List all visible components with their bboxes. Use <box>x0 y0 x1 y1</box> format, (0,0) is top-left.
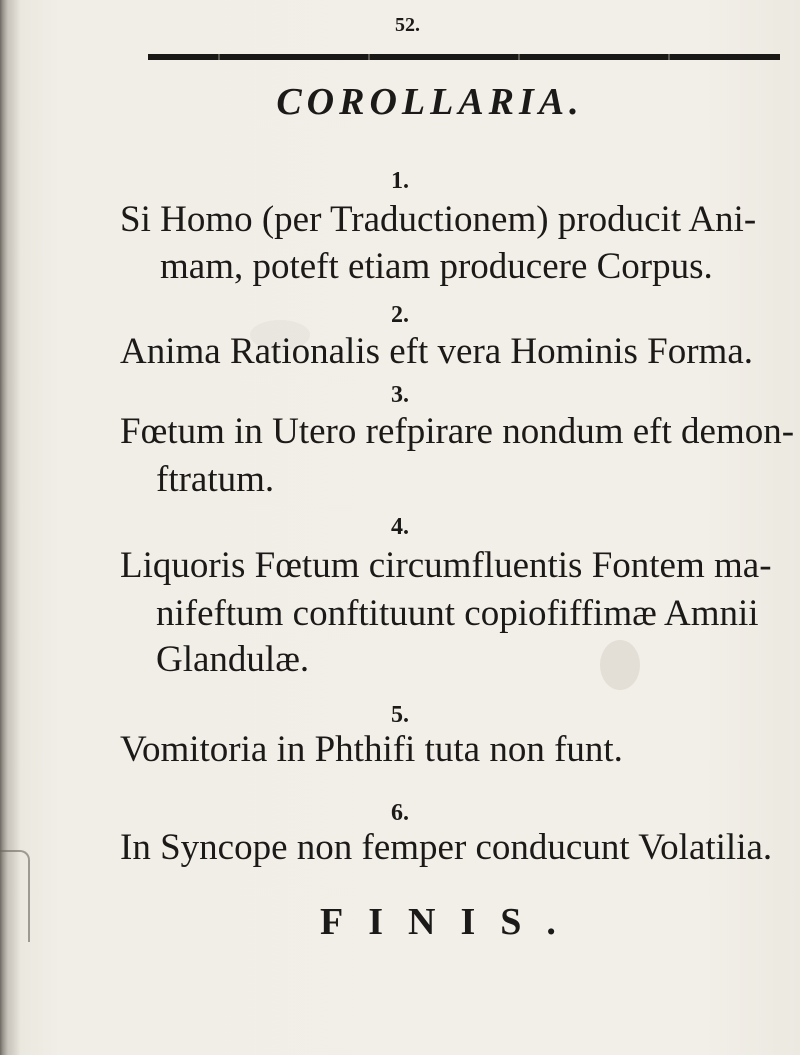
binding-mark <box>0 850 30 942</box>
item-number: 5. <box>391 702 409 728</box>
item-number: 2. <box>391 302 409 328</box>
item-text-line: Glandulæ. <box>156 639 310 680</box>
item-number: 3. <box>391 382 409 408</box>
item-text-line: Anima Rationalis eft vera Hominis Forma. <box>120 331 753 372</box>
header-rule <box>148 54 780 60</box>
page-title: COROLLARIA. <box>276 81 584 123</box>
item-text-line: Vomitoria in Phthifi tuta non funt. <box>120 729 623 770</box>
item-text-line: ftratum. <box>156 459 275 500</box>
item-text-line: mam, poteft etiam producere Corpus. <box>160 246 713 287</box>
item-number: 6. <box>391 800 409 826</box>
page-number: 52. <box>395 14 420 36</box>
item-text-line: Liquoris Fœtum circumfluentis Fontem ma- <box>120 545 772 586</box>
item-number: 4. <box>391 514 409 540</box>
item-text-line: nifeftum conftituunt copiofiffimæ Amnii <box>156 593 759 634</box>
item-text-line: In Syncope non femper conducunt Volatilia. <box>120 827 773 868</box>
item-number: 1. <box>391 168 409 194</box>
closing-finis: FINIS. <box>320 901 581 943</box>
paper-stain <box>600 640 640 690</box>
item-text-line: Fœtum in Utero refpirare nondum eft demon- <box>120 411 795 452</box>
item-text-line: Si Homo (per Traductionem) producit Ani- <box>120 199 757 240</box>
